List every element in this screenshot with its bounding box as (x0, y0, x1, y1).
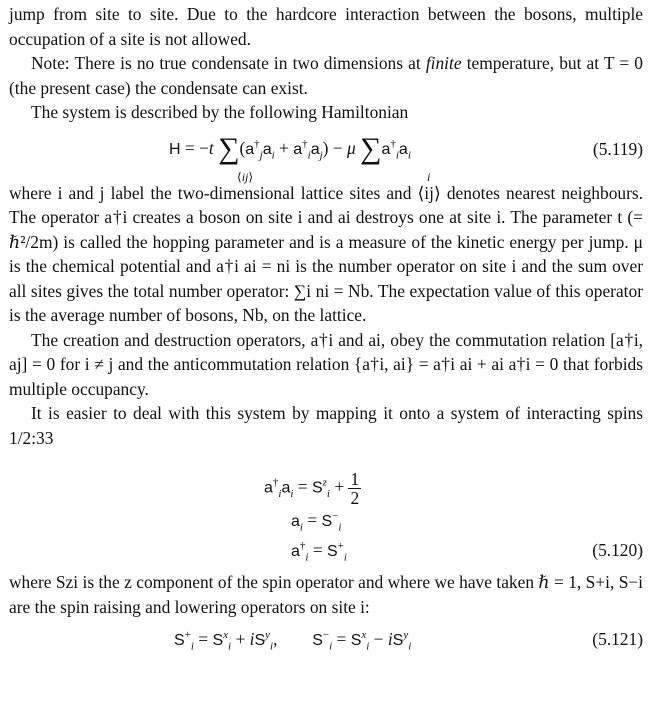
equation-number: (5.121) (592, 629, 643, 649)
paragraph-3: The system is described by the following Hamiltonian (31, 102, 409, 122)
paragraph-1: jump from site to site. Due to the hardcore interaction between the bosons, multiple occupation of a site is not allowed. (9, 4, 643, 49)
equation-number: (5.120) (592, 540, 643, 560)
equation-number: (5.119) (592, 138, 643, 159)
paragraph-7: where Szi is the z component of the spin operator and where we have taken ℏ = 1, S+i, S−i are the spin raising and lowering operators on site i: (9, 572, 643, 617)
equation-5-120: $a^\dagger_ia_i = S^z_i$ + $\frac{1}{2}$ $a_i = S^-_i$ $a^\dagger_i = S^+_i$ (5.120) (264, 469, 643, 564)
paragraph-5: The creation and destruction operators, a†i and ai, obey the commutation relation [a†i, aj] = 0 for i ≠ j and the anticommutation relation {a†i, ai} = a†i ai + ai a†i = 0 that forbids multiple occupancy. (9, 329, 643, 399)
page (9, 2, 643, 659)
equation-5-121: $S^+_i = S^x_i + iS^y_i$, $S^-_i = S^x_i - iS^y_i$ (5.121) (174, 629, 643, 653)
equation-5-119: H = −t $\sum(a^\dagger_ja_i + a^\dagger_ia_j) - \mu$ $\sum a^\dagger_ia_i$ ⟨ij⟩ i (5.119) (169, 131, 643, 184)
paragraph-6: It is easier to deal with this system by mapping it onto a system of interacting spins 1/2:33 (9, 403, 643, 448)
paragraph-4: where i and j label the two-dimensional lattice sites and ⟨ij⟩ denotes nearest neighbours. The operator a†i creates a boson on site i and ai destroys one at site i. The parameter t (= ℏ²/2m) is called the hopping parameter and is a measure of the kinetic energy per jump. μ is the chemical potential and a†i ai = ni is the number operator on site i and the sum over all sites gives the total number operator: ∑i ni = Nb. The expectation value of this operator is the average number of bosons, Nb, on the lattice. (9, 182, 643, 325)
paragraph-2: Note: There is no true condensate in two dimensions at finite temperature, but at T = 0 (the present case) the condensate can exist. (9, 53, 643, 98)
